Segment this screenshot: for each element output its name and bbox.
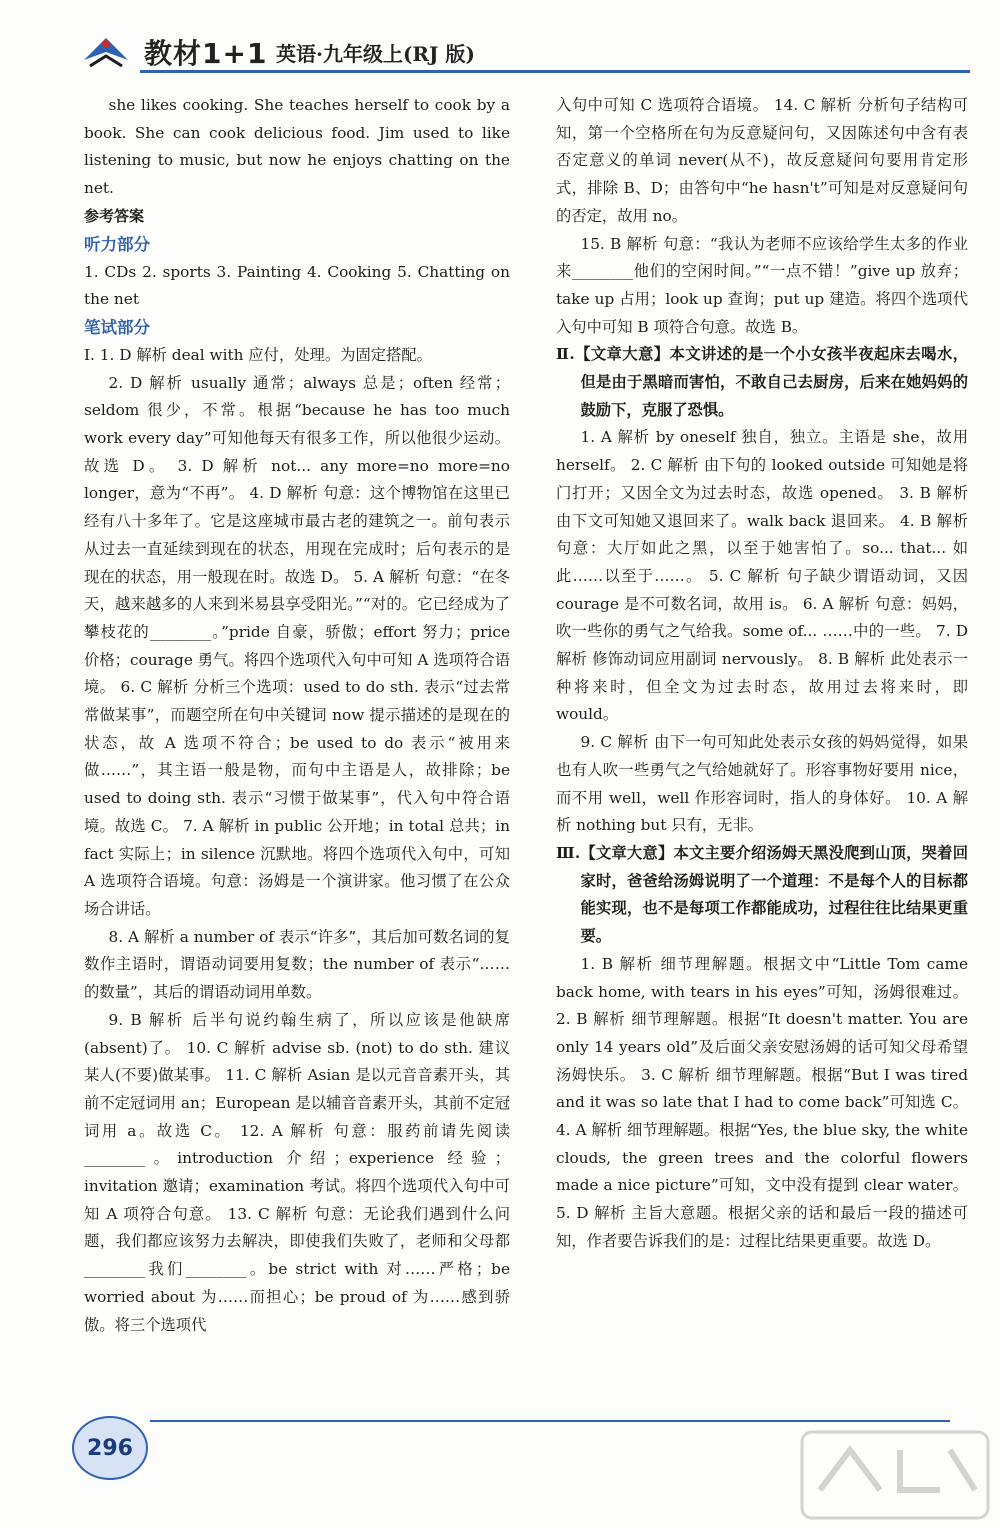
section1-item8: 8. A 解析 a number of 表示“许多”，其后加可数名词的复数作主语时，谓语动词要用复数；the number of 表示“……的数量”，其后的谓语动词用单数。: [84, 927, 510, 1002]
section1-item1: Ⅰ. 1. D 解析 deal with 应付，处理。为固定搭配。: [84, 345, 432, 364]
left-column: [84, 92, 510, 1339]
section1-items2-7: 2. D 解析 usually 通常；always 总是；often 经常；seldom 很少，不常。根据“because he has too much work every day”可知他每天有很多工作，所以他很少运动。故选 D。 3. D 解析 not... any more=no more=no longer，意为“不再”。 4. D 解析 句意：这个博物馆在这里已经有八十多年了。它是这座城市最古老的建筑之一。前句表示从过去一直延续到现在的状态，用现在完成时；后句表示的是现在的状态，用一般现在时。故选 D。 5. A 解析 句意：“在冬天，越来越多的人来到米易县享受阳光。”“对的。它已经成为了攀枝花的________。”pride 自豪，骄傲；effort 努力；price 价格；courage 勇气。将四个选项代入句中可知 A 选项符合语境。 6. C 解析 分析三个选项：used to do sth. 表示“过去常常做某事”，而题空所在句中关键词 now 提示描述的是现在的状态，故 A 选项不符合；be used to do 表示“被用来做……”，其主语一般是物，而句中主语是人，故排除；be used to doing sth. 表示“习惯于做某事”，代入句中符合语境。故选 C。 7. A 解析 in public 公开地；in total 总共；in fact 实际上；in silence 沉默地。将四个选项代入句中，可知 A 选项符合语境。句意：汤姆是一个演讲家。他习惯了在公众场合讲话。: [84, 373, 510, 918]
section2-summary: Ⅱ.【文章大意】本文讲述的是一个小女孩半夜起床去喝水，但是由于黑暗而害怕，不敢自己去厨房，后来在她妈妈的鼓励下，克服了恐惧。: [556, 345, 968, 419]
passage-end: she likes cooking. She teaches herself to cook by a book. She can cook delicious food. Jim used to like listening to music, but now he enjoys chatting on the net.: [84, 96, 510, 198]
page-number: 296: [72, 1416, 148, 1480]
section1-items9-13: 9. B 解析 后半句说约翰生病了，所以应该是他缺席(absent)了。 10. C 解析 advise sb. (not) to do sth. 建议某人(不要)做某事。 11. C 解析 Asian 是以元音音素开头，其前不定冠词用 an；European 是以辅音音素开头，其前不定冠词用 a。故选 C。 12. A 解析 句意：服药前请先阅读________。introduction 介绍；experience 经验；invitation 邀请；examination 考试。将四个选项代入句中可知 A 项符合句意。 13. C 解析 句意：无论我们遇到什么问题，我们都应该努力去解决，即使我们失败了，老师和父母都________我们________。be strict with 对……严格；be worried about 为……而担心；be proud of 为……感到骄傲。将三个选项代: [84, 1010, 510, 1334]
section1-items13-14: 入句中可知 C 选项符合语境。 14. C 解析 分析句子结构可知，第一个空格所在句为反意疑问句，又因陈述句中含有表否定意义的单词 never(从不)，故反意疑问句要用肯定形式，排除 B、D；由答句中“he hasn't”可知是对反意疑问句的否定，故用 no。: [556, 96, 968, 225]
listening-title: 听力部分: [84, 234, 150, 254]
listening-answers: 1. CDs 2. sports 3. Painting 4. Cooking 5. Chatting on the net: [84, 262, 510, 309]
answer-title: 参考答案: [84, 206, 145, 225]
header-rule: [140, 70, 970, 73]
watermark-logo: [800, 1430, 990, 1520]
brand-title: 教材1+1: [144, 37, 268, 70]
written-title: 笔试部分: [84, 317, 150, 337]
section2-items1-8: 1. A 解析 by oneself 独自，独立。主语是 she，故用 herself。 2. C 解析 由下句的 looked outside 可知她是将门打开；又因全文为过去时态，故选 opened。 3. B 解析 由下文可知她又退回来了。walk back 退回来。 4. B 解析 句意：大厅如此之黑，以至于她害怕了。so... that... 如此……以至于……。 5. C 解析 句子缺少谓语动词，又因 courage 是不可数名词，故用 is。 6. A 解析 句意：妈妈，吹一些你的勇气之气给我。some of... ……中的一些。 7. D 解析 修饰动词应用副词 nervously。 8. B 解析 此处表示一种将来时，但全文为过去时态，故用过去将来时，即 would。: [556, 428, 968, 724]
right-column: [556, 92, 968, 1256]
section3-summary: Ⅲ.【文章大意】本文主要介绍汤姆天黑没爬到山顶，哭着回家时，爸爸给汤姆说明了一个道理：不是每个人的目标都能实现，也不是每项工作都能成功，过程往往比结果更重要。: [556, 843, 968, 946]
section3-items1-5: 1. B 解析 细节理解题。根据文中“Little Tom came back home, with tears in his eyes”可知，汤姆很难过。 2. B 解析 细节理解题。根据“It doesn't matter. You are only 14 years old”及后面父亲安慰汤姆的话可知父母希望汤姆快乐。 3. C 解析 细节理解题。根据“But I was tired and it was so late that I had to come back”可知选 C。 4. A 解析 细节理解题。根据“Yes, the blue sky, the white clouds, the green trees and the colorful flowers made a nice picture”可知，文中没有提到 clear water。 5. D 解析 主旨大意题。根据父亲的话和最后一段的描述可知，作者要告诉我们的是：过程比结果更重要。故选 D。: [556, 954, 968, 1250]
footer-rule: [150, 1420, 950, 1422]
page-header: [80, 24, 970, 84]
section1-item15: 15. B 解析 句意：“我认为老师不应该给学生太多的作业来________他们的空闲时间。”“一点不错！”give up 放弃；take up 占用；look up 查询；put up 建造。将四个选项代入句中可知 B 项符合句意。故选 B。: [556, 234, 968, 336]
subject-title: 英语·九年级上(RJ 版): [276, 42, 475, 66]
section2-items9-10: 9. C 解析 由下一句可知此处表示女孩的妈妈觉得，如果也有人吹一些勇气之气给她就好了。形容事物好要用 nice，而不用 well，well 作形容词时，指人的身体好。 10. A 解析 nothing but 只有，无非。: [556, 733, 968, 835]
book-logo-icon: [80, 30, 132, 74]
